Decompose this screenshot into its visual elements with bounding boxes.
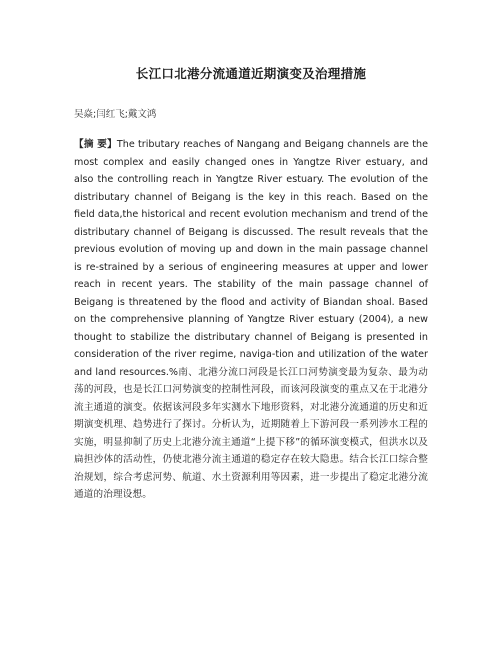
abstract-paragraph <box>74 136 428 504</box>
paper-authors: 吴焱;闫红飞;戴文鸿 <box>74 109 157 120</box>
abstract-chinese: 南、北港分流口河段是长江口河势演变最为复杂、最为动荡的河段，也是长江口河势演变的控制性河段，而该河段演变的重点又在于北港分流主通道的演变。依据该河段多年实测水下地形资料，对北港分流通道的历史和近期演变机理、趋势进行了探讨。分析认为，近期随着上下游河段一系列涉水工程的实施，明显抑制了历史上北港分流主通道“上提下移”的循环演变模式，但洪水以及扁担沙体的活动性，仍使北港分流主通道的稳定存在较大隐患。结合长江口综合整治规划，综合考虑河势、航道、水土资源利用等因素，进一步提出了稳定北港分流通道的治理设想。 <box>74 366 428 500</box>
paper-title: 长江口北港分流通道近期演变及治理措施 <box>135 66 367 81</box>
abstract-label: 【摘 要】 <box>74 139 117 150</box>
abstract-english: The tributary reaches of Nangang and Beigang channels are the most complex and easily changed ones in Yangtze River estuary, and also the controlling reach in Yangtze River estuary. The evolution of the distributary channel of Beigang is the key in this reach. Based on the field data,the historical and recent evolution mechanism and trend of the distributary channel of Beigang is discussed. The result reveals that the previous evolution of moving up and down in the main passage channel is re-strained by a serious of engineering measures at upper and lower reach in recent years. The stability of the main passage channel of Beigang is threatened by the flood and activity of Biandan shoal. Based on the comprehensive planning of Yangtze River estuary (2004), a new thought to stabilize the distributary channel of Beigang is presented in consideration of the river regime, naviga-tion and utilization of the water and land resources.% <box>74 139 428 378</box>
